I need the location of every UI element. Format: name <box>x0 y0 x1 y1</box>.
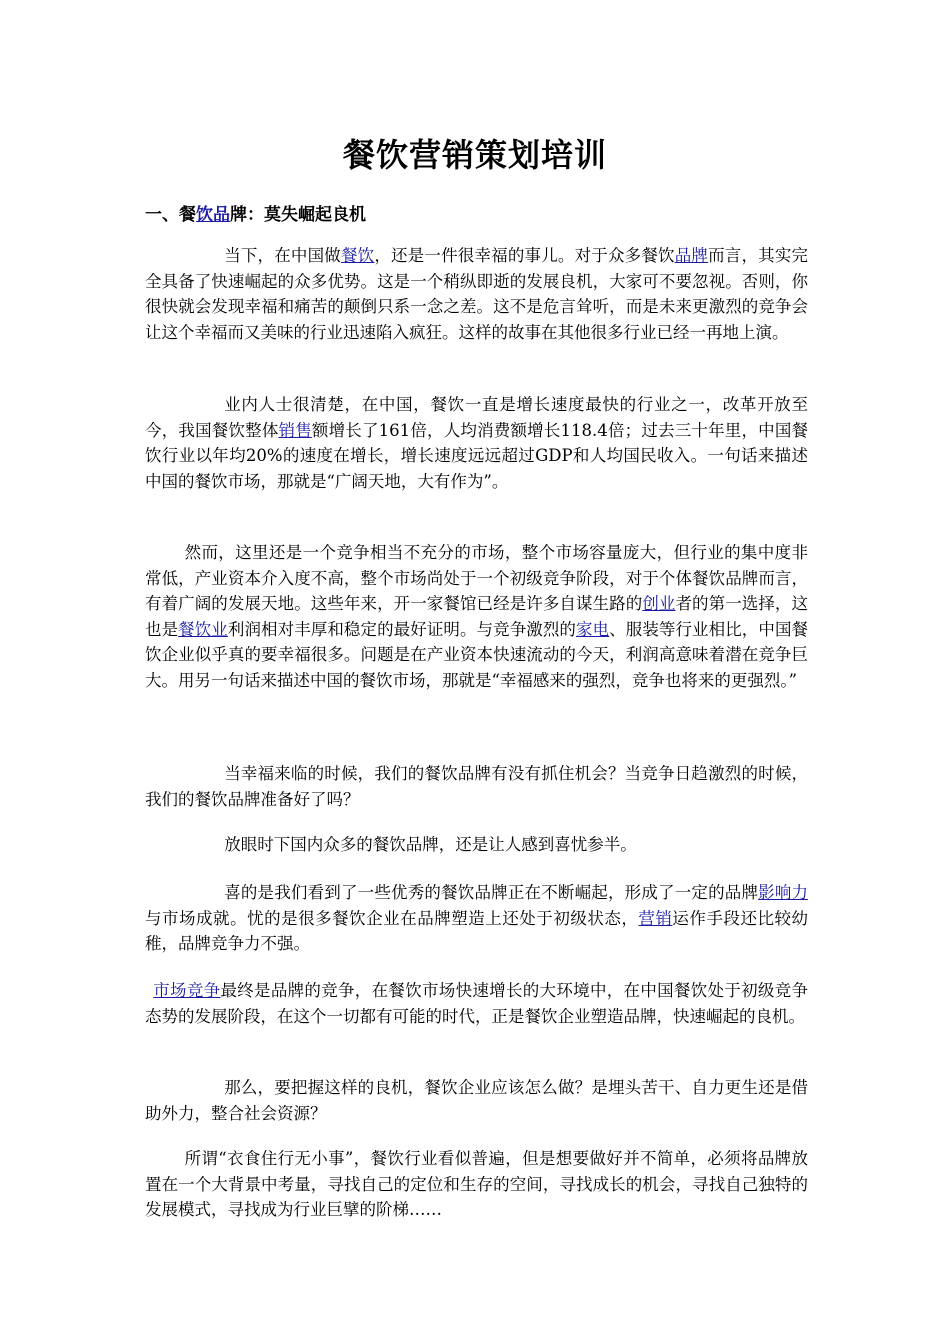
paragraph-3 <box>145 540 808 694</box>
paragraph-text: 与市场成就。忧的是很多餐饮企业在品牌塑造上还处于初级状态， <box>145 908 639 928</box>
paragraph-9 <box>145 1146 808 1223</box>
paragraph-text: 利润相对丰厚和稳定的最好证明。与竞争激烈的 <box>227 619 577 639</box>
paragraph-1 <box>145 243 808 345</box>
paragraph-text: 者的第一选择，这也是 <box>145 594 809 639</box>
inline-link[interactable]: 餐饮 <box>341 246 375 265</box>
paragraph-text: 当幸福来临的时候，我们的餐饮品牌有没有抓住机会？当竞争日趋激烈的时候，我们的餐饮品牌准备好了吗？ <box>145 764 808 809</box>
inline-link[interactable]: 餐饮业 <box>178 619 228 639</box>
paragraph-text: 、服装等行业相比，中国餐饮企业似乎真的要幸福很多。问题是在产业资本快速流动的今天，利润高意味着潜在竞争巨大。用另一句话来描述中国的餐饮市场，那就是“幸福感来的强烈，竞争也将来的更强烈。” <box>145 619 809 690</box>
paragraph-5 <box>145 832 808 858</box>
inline-link[interactable]: 市场竞争 <box>153 981 221 1000</box>
paragraph-4 <box>145 761 808 812</box>
paragraph-text: 运作手段还比较幼稚，品牌竞争力不强。 <box>145 908 809 954</box>
paragraph-text: 业内人士很清楚，在中国，餐饮一直是增长速度最快的行业之一，改革开放至今，我国餐饮整体 <box>145 395 808 440</box>
paragraph-text: 而言，其实完全具备了快速崛起的众多优势。这是一个稍纵即逝的发展良机，大家可不要忽视。否则，你很快就会发现幸福和痛苦的颠倒只系一念之差。这不是危言耸听，而是未来更激烈的竞争会让这个幸福而又美味的行业迅速陷入疯狂。这样的故事在其他很多行业已经一再地上演。 <box>145 246 809 342</box>
paragraph-text: 喜的是我们看到了一些优秀的餐饮品牌正在不断崛起，形成了一定的品牌 <box>224 883 759 902</box>
heading-link[interactable]: 饮品 <box>196 205 230 225</box>
paragraph-8 <box>145 1075 808 1126</box>
paragraph-text: 然而，这里还是一个竞争相当不充分的市场，整个市场容量庞大，但行业的集中度非常低，产业资本介入度不高，整个市场尚处于一个初级竞争阶段，对于个体餐饮品牌而言，有着广阔的发展天地。这些年来，开一家餐馆已经是许多自谋生路的 <box>145 543 808 614</box>
paragraph-text: 额增长了161倍，人均消费额增长118.4倍；过去三十年里，中国餐饮行业以年均20%的速度在增长，增长速度远远超过GDP和人均国民收入。一句话来描述中国的餐饮市场，那就是“广阔天地，大有作为”。 <box>145 420 809 491</box>
paragraph-2 <box>145 392 808 494</box>
inline-link[interactable]: 营销 <box>638 908 673 928</box>
inline-link[interactable]: 品牌 <box>674 246 709 265</box>
inline-link[interactable]: 创业 <box>642 594 676 614</box>
paragraph-text: 那么，要把握这样的良机，餐饮企业应该怎么做？是埋头苦干、自力更生还是借助外力，整合社会资源？ <box>145 1078 808 1123</box>
paragraph-text: 当下，在中国做 <box>224 246 341 265</box>
document-title: 餐饮营销策划培训 <box>342 136 607 174</box>
paragraph-text: ，还是一件很幸福的事儿。对于众多餐饮 <box>374 246 675 265</box>
heading-suffix: 牌：莫失崛起良机 <box>230 205 366 225</box>
inline-link[interactable]: 销售 <box>278 420 312 440</box>
paragraph-text: 所谓“衣食住行无小事”，餐饮行业看似普遍，但是想要做好并不简单，必须将品牌放置在一个大背景中考量，寻找自己的定位和生存的空间，寻找成长的机会，寻找自己独特的发展模式，寻找成为行业巨擘的阶梯…… <box>145 1149 808 1220</box>
inline-link[interactable]: 家电 <box>576 619 610 639</box>
paragraph-text: 最终是品牌的竞争，在餐饮市场快速增长的大环境中，在中国餐饮处于初级竞争态势的发展阶段，在这个一切都有可能的时代，正是餐饮企业塑造品牌，快速崛起的良机。 <box>145 981 809 1026</box>
inline-link[interactable]: 影响力 <box>758 883 809 902</box>
heading-prefix: 一、餐 <box>145 205 196 225</box>
paragraph-text: 放眼时下国内众多的餐饮品牌，还是让人感到喜忧参半。 <box>224 835 637 854</box>
paragraph-7 <box>145 978 808 1029</box>
section-heading <box>145 200 366 225</box>
paragraph-6 <box>145 880 808 957</box>
